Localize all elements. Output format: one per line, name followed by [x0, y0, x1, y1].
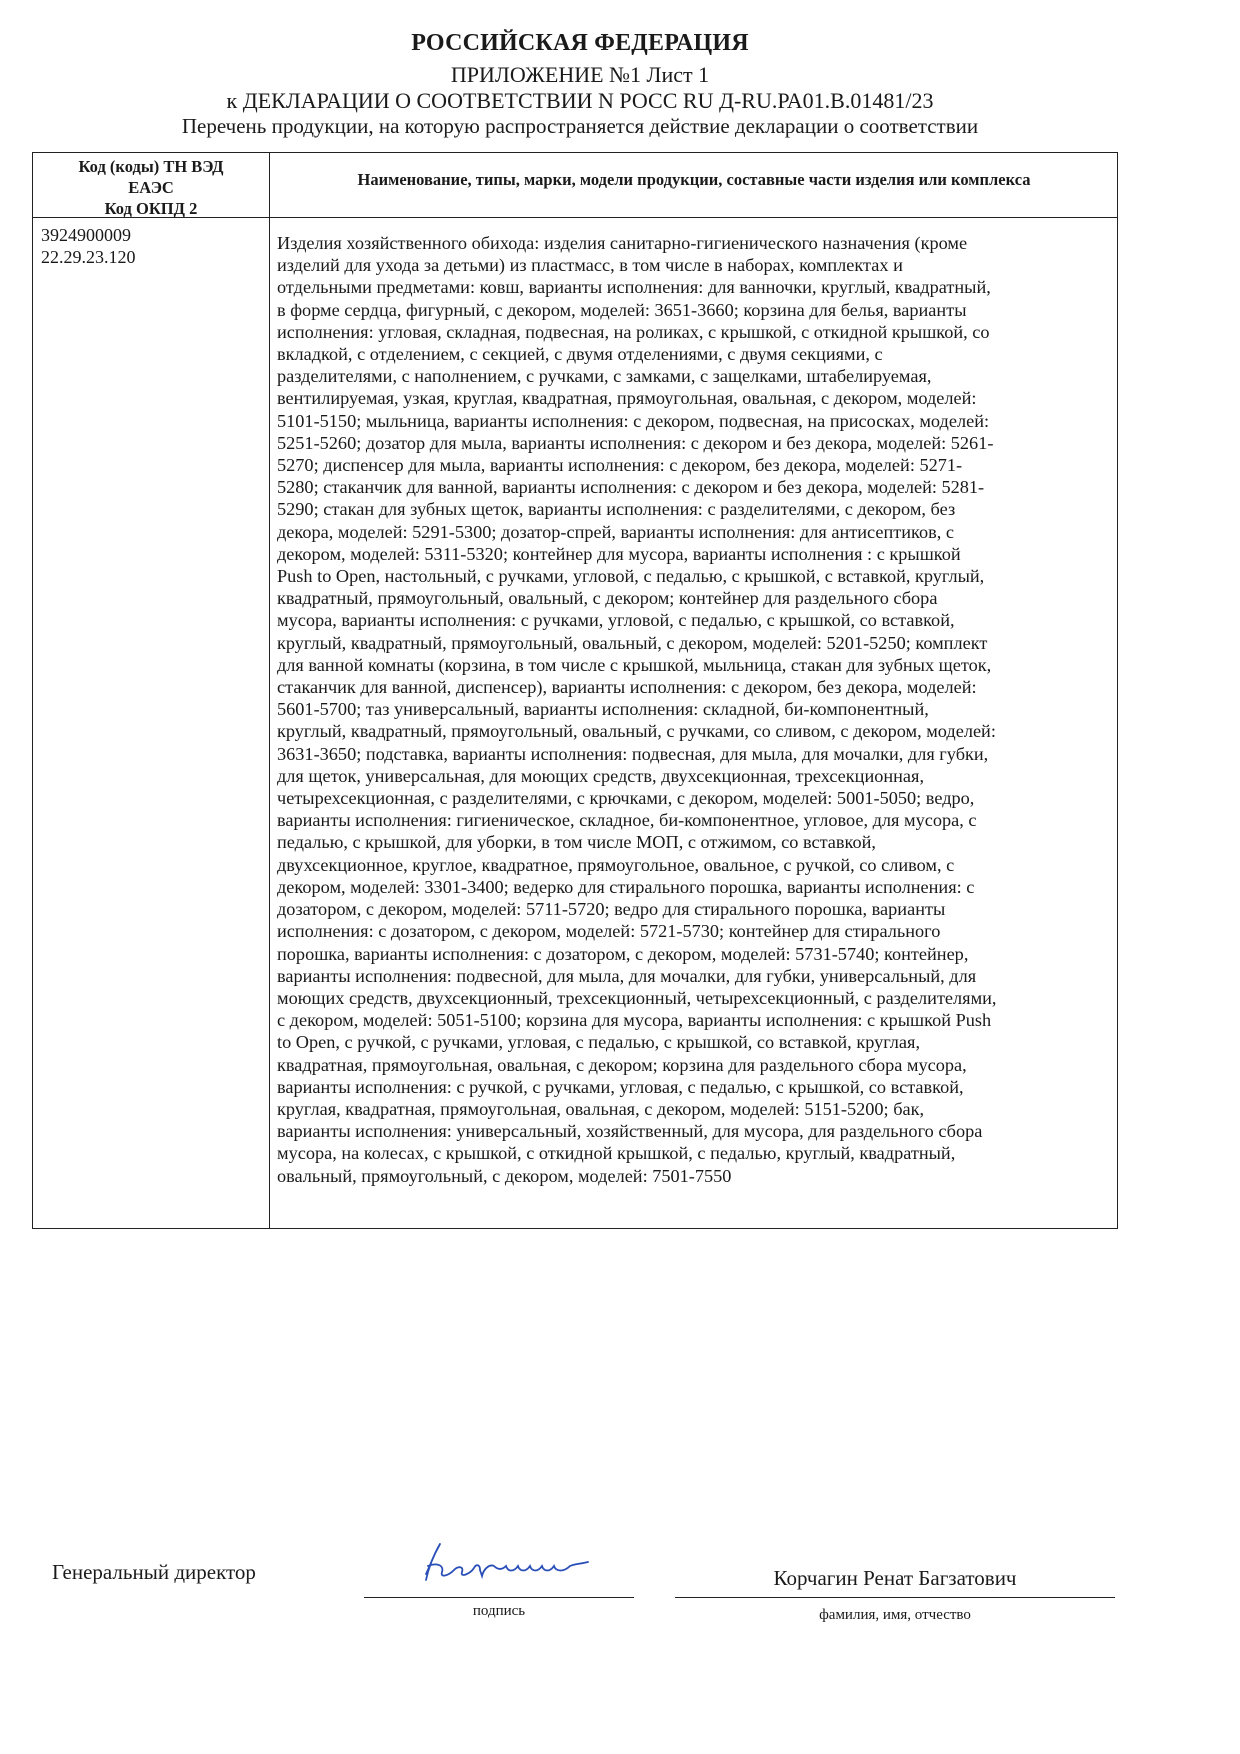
- description-line: 5290; стакан для зубных щеток, варианты исполнения: с разделителями, с декором, без: [277, 499, 956, 520]
- description-line: 5270; диспенсер для мыла, варианты исполнения: с декором, без декора, моделей: 5271-: [277, 455, 963, 476]
- description-line: четырехсекционная, с разделителями, с крючками, с декором, моделей: 5001-5050; ведро,: [277, 788, 975, 809]
- tn-ved-code: 3924900009: [41, 225, 131, 245]
- product-description-cell: [277, 232, 1107, 1187]
- document-country-title: РОССИЙСКАЯ ФЕДЕРАЦИЯ: [411, 30, 749, 56]
- name-caption: фамилия, имя, отчество: [819, 1607, 971, 1623]
- description-line: отдельными предметами: ковш, варианты исполнения: для ванночки, круглый, квадратный,: [277, 277, 991, 298]
- description-line: круглый, квадратный, прямоугольный, овальный, с ручками, со сливом, с декором, моделей:: [277, 721, 996, 742]
- column-divider: [269, 153, 270, 1228]
- description-line: дозатором, с декором, моделей: 5711-5720; ведро для стирального порошка, варианты: [277, 899, 946, 920]
- description-line: мусора, на колесах, с крышкой, с откидной крышкой, с педалью, круглый, квадратный,: [277, 1143, 956, 1164]
- codes-header-line: Код ОКПД 2: [104, 199, 198, 218]
- description-line: моющих средств, двухсекционный, трехсекционный, четырехсекционный, с разделителями,: [277, 987, 997, 1008]
- description-line: варианты исполнения: подвесной, для мыла, для мочалки, для губки, универсальный, для: [277, 965, 977, 986]
- description-line: декора, моделей: 5291-5300; дозатор-спрей, варианты исполнения: для антисептиков, с: [277, 521, 954, 542]
- signature-caption: подпись: [472, 1603, 526, 1619]
- description-line: с декором, моделей: 5051-5100; корзина для мусора, варианты исполнения: с крышкой Push: [277, 1010, 992, 1031]
- description-line: to Open, с ручкой, с ручками, угловая, с педалью, с крышкой, со вставкой, круглая,: [277, 1032, 921, 1053]
- description-line: стаканчик для ванной, диспенсер), варианты исполнения: с декором, без декора, моделей:: [277, 677, 977, 698]
- director-position: Генеральный директор: [52, 1560, 256, 1584]
- description-line: 3631-3650; подставка, варианты исполнения: подвесная, для мыла, для мочалки, для губки,: [277, 743, 989, 764]
- description-line: для щеток, универсальная, для моющих средств, двухсекционная, трехсекционная,: [277, 765, 925, 786]
- description-line: педалью, с крышкой, для уборки, в том числе МОП, с отжимом, со вставкой,: [277, 832, 876, 853]
- appendix-heading: ПРИЛОЖЕНИЕ №1 Лист 1: [450, 62, 710, 87]
- description-line: квадратный, прямоугольный, овальный, с декором; контейнер для раздельного сбора: [277, 588, 938, 609]
- description-column-header: Наименование, типы, марки, модели продукции, составные части изделия или комплекса: [357, 170, 1031, 189]
- signer-full-name: Корчагин Ренат Багзатович: [773, 1566, 1017, 1590]
- signature-line: [364, 1597, 634, 1598]
- declaration-number-heading: к ДЕКЛАРАЦИИ О СООТВЕТСТВИИ N РОСС RU Д-RU.РА01.В.01481/23: [226, 88, 934, 113]
- description-line: исполнения: угловая, складная, подвесная, на роликах, с крышкой, с откидной крышкой, со: [277, 321, 990, 342]
- description-line: овальный, прямоугольный, с декором, моделей: 7501-7550: [277, 1165, 732, 1186]
- description-line: для ванной комнаты (корзина, в том числе с крышкой, мыльница, стакан для зубных щеток,: [277, 654, 992, 675]
- description-line: Изделия хозяйственного обихода: изделия санитарно-гигиенического назначения (кроме: [277, 233, 968, 253]
- description-line: мусора, варианты исполнения: с ручками, угловой, с педалью, с крышкой, со вставкой,: [277, 610, 955, 631]
- description-line: в форме сердца, фигурный, с декором, моделей: 3651-3660; корзина для белья, варианты: [277, 299, 967, 320]
- description-line: разделителями, с наполнением, с ручками, с замками, с защелками, штабелируемая,: [277, 366, 932, 387]
- description-line: порошка, варианты исполнения: с дозатором, с декором, моделей: 5731-5740; контейнер,: [277, 943, 969, 964]
- name-line: [675, 1597, 1115, 1598]
- product-table: [32, 152, 1118, 1229]
- description-line: декором, моделей: 3301-3400; ведерко для стирального порошка, варианты исполнения: с: [277, 876, 975, 897]
- description-line: 5101-5150; мыльница, варианты исполнения: с декором, подвесная, на присосках, моделей:: [277, 410, 990, 431]
- codes-header-line: Код (коды) ТН ВЭД: [78, 157, 224, 176]
- product-codes-cell: [41, 224, 136, 268]
- description-line: круглая, квадратная, прямоугольная, овальная, с декором, моделей: 5151-5200; бак,: [277, 1098, 925, 1119]
- description-line: исполнения: с дозатором, с декором, моделей: 5721-5730; контейнер для стирального: [277, 921, 941, 942]
- description-line: вкладкой, с отделением, с секцией, с двумя отделениями, с двумя секциями, с: [277, 344, 883, 365]
- codes-header-line: ЕАЭС: [128, 178, 174, 197]
- description-line: 5601-5700; таз универсальный, варианты исполнения: складной, би-компонентный,: [277, 699, 929, 720]
- description-line: варианты исполнения: гигиеническое, складное, би-компонентное, угловое, для мусора, с: [277, 810, 977, 831]
- description-line: декором, моделей: 5311-5320; контейнер для мусора, варианты исполнения : с крышкой: [277, 543, 961, 564]
- description-line: Push to Open, настольный, с ручками, угловой, с педалью, с крышкой, с вставкой, круглый,: [277, 566, 985, 587]
- description-line: 5280; стаканчик для ванной, варианты исполнения: с декором и без декора, моделей: 5281-: [277, 477, 985, 498]
- description-line: варианты исполнения: универсальный, хозяйственный, для мусора, для раздельного сбора: [277, 1121, 983, 1142]
- description-line: круглый, квадратный, прямоугольный, овальный, с декором, моделей: 5201-5250; комплект: [277, 632, 988, 653]
- description-line: 5251-5260; дозатор для мыла, варианты исполнения: с декором и без декора, моделей: 5261-: [277, 432, 994, 453]
- description-line: двухсекционное, круглое, квадратное, прямоугольное, овальное, с ручкой, со сливом, с: [277, 854, 955, 875]
- description-line: вентилируемая, узкая, круглая, квадратная, прямоугольная, овальная, с декором, моделей:: [277, 388, 977, 409]
- codes-column-header: [33, 156, 269, 219]
- description-line: изделий для ухода за детьми) из пластмасс, в том числе в наборах, комплектах и: [277, 255, 903, 276]
- description-line: квадратная, прямоугольная, овальная, с декором; корзина для раздельного сбора мусора,: [277, 1054, 967, 1075]
- okpd2-code: 22.29.23.120: [41, 247, 136, 267]
- product-list-heading: Перечень продукции, на которую распространяется действие декларации о соответствии: [181, 114, 979, 138]
- handwritten-signature: [418, 1536, 598, 1586]
- description-line: варианты исполнения: с ручкой, с ручками, угловая, с педалью, с крышкой, со вставкой,: [277, 1076, 964, 1097]
